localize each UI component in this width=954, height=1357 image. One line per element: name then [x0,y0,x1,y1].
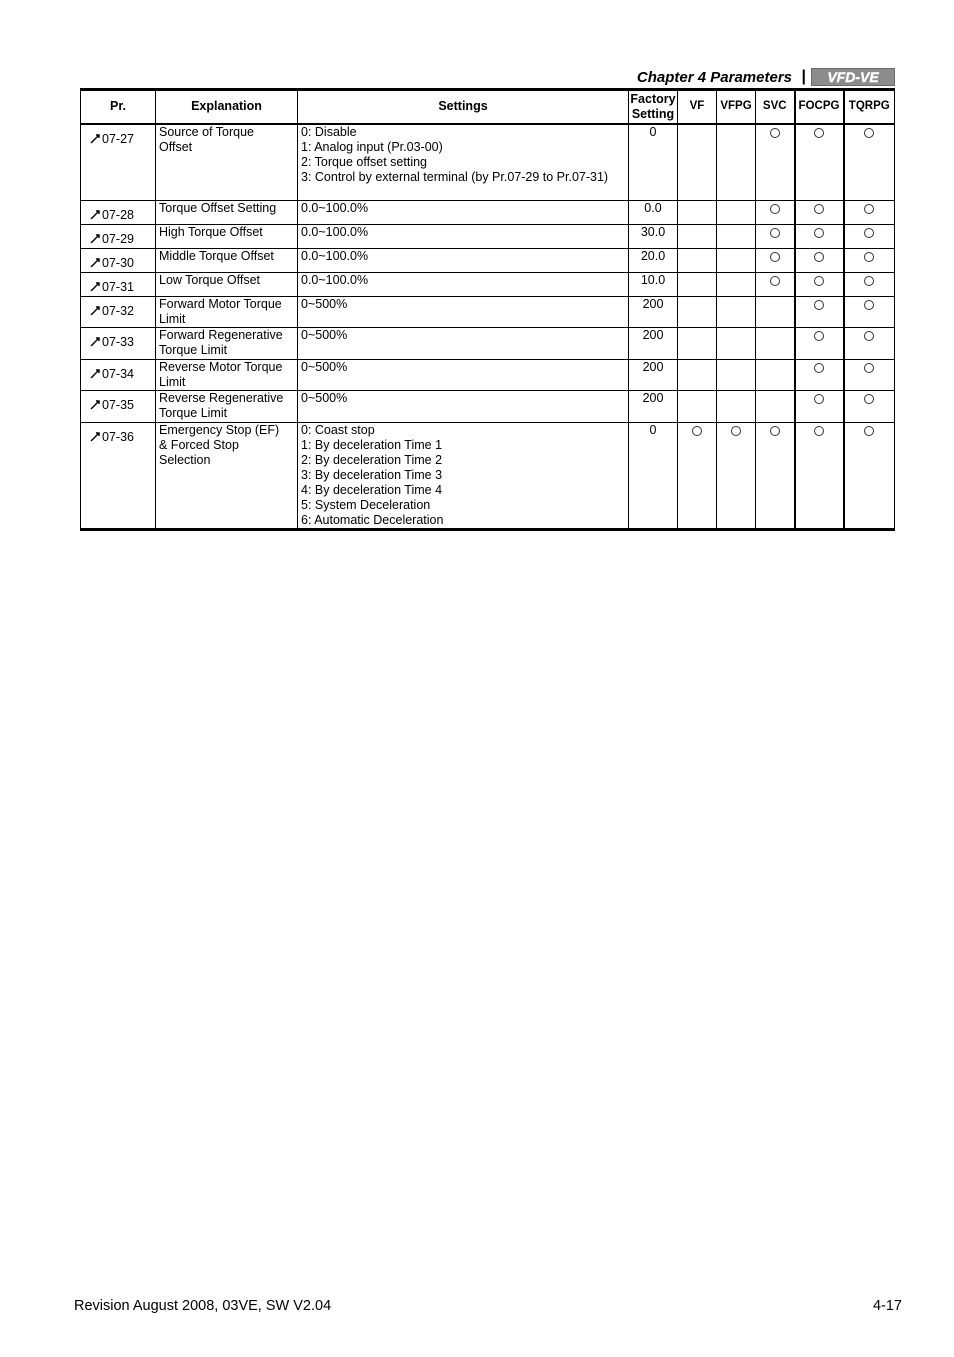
factory-header-line1: Factory [630,91,676,106]
table-row [81,391,895,423]
mode-supported-circle-icon [814,204,824,214]
mode-vfpg-cell [717,360,756,391]
param-code [81,201,156,225]
settings-line: 0: Disable [301,124,357,139]
explanation-line: Forward Regenerative [159,328,283,342]
settings-line: 0: Coast stop [301,423,375,437]
factory-setting: 0.0 [629,201,678,225]
mode-vfpg-cell [717,249,756,273]
table-body [81,124,895,530]
mode-supported-circle-icon [864,204,874,214]
explanation-line: Limit [159,312,186,326]
param-settings [298,360,629,391]
explanation-line: Torque Limit [159,406,228,420]
chapter-title: Chapter 4 Parameters [636,69,792,86]
settings-line: 0~500% [301,328,348,342]
settings-line: 0.0~100.0% [301,225,369,239]
pen-icon [90,368,101,379]
mode-supported-circle-icon [864,363,874,373]
mode-vfpg-cell [717,124,756,201]
param-explanation [156,328,298,360]
mode-supported-circle-icon [770,426,780,436]
mode-svc-cell [756,225,795,249]
explanation-line: Source of Torque [159,124,254,139]
table-row [81,201,895,225]
mode-tqrpg-cell [844,423,895,530]
param-explanation [156,249,298,273]
mode-supported-circle-icon [770,228,780,238]
param-settings [298,124,629,201]
factory-setting: 0 [629,124,678,201]
param-explanation [156,297,298,328]
mode-vf-cell [678,328,717,360]
mode-supported-circle-icon [864,228,874,238]
explanation-line: Torque Offset Setting [159,201,277,215]
explanation-line: Middle Torque Offset [159,249,274,263]
param-explanation [156,124,298,201]
mode-tqrpg-cell [844,249,895,273]
pen-icon [90,336,101,347]
mode-focpg-cell [795,360,844,391]
mode-vf-cell [678,273,717,297]
mode-supported-circle-icon [770,252,780,262]
mode-tqrpg-cell [844,124,895,201]
mode-svc-cell [756,391,795,423]
mode-vfpg-cell [717,225,756,249]
col-header-pr: Pr. [81,90,156,124]
param-code [81,249,156,273]
param-code [81,297,156,328]
param-code-text: 07-30 [102,256,134,270]
pen-icon [90,281,101,292]
col-header-vfpg: VFPG [717,90,756,124]
mode-supported-circle-icon [770,276,780,286]
settings-line: 3: Control by external terminal (by Pr.07-29 to Pr.07-31) [301,169,609,184]
mode-svc-cell [756,201,795,225]
pen-icon [90,209,101,220]
mode-tqrpg-cell [844,328,895,360]
table-row [81,225,895,249]
mode-svc-cell [756,328,795,360]
mode-supported-circle-icon [814,252,824,262]
col-header-svc: SVC [756,90,795,124]
mode-vf-cell [678,225,717,249]
table-row [81,297,895,328]
mode-supported-circle-icon [770,128,780,138]
param-code-text: 07-35 [102,398,134,412]
param-code-text: 07-36 [102,430,134,444]
explanation-line: Torque Limit [159,343,228,357]
mode-focpg-cell [795,201,844,225]
mode-supported-circle-icon [814,128,824,138]
param-code-text: 07-32 [102,304,134,318]
mode-focpg-cell [795,328,844,360]
param-code-text: 07-34 [102,367,134,381]
explanation-line: Emergency Stop (EF) [159,423,280,437]
mode-supported-circle-icon [864,300,874,310]
table-header-row [81,90,895,124]
mode-vfpg-cell [717,297,756,328]
page-header [80,66,895,88]
param-settings [298,297,629,328]
mode-focpg-cell [795,391,844,423]
mode-focpg-cell [795,273,844,297]
param-explanation [156,423,298,530]
mode-tqrpg-cell [844,201,895,225]
mode-tqrpg-cell [844,360,895,391]
table-row [81,423,895,530]
param-code-text: 07-28 [102,208,134,222]
mode-svc-cell [756,273,795,297]
settings-line: 0.0~100.0% [301,201,369,215]
mode-supported-circle-icon [864,331,874,341]
explanation-line: Low Torque Offset [159,273,260,287]
mode-tqrpg-cell [844,297,895,328]
mode-vf-cell [678,201,717,225]
logo-text: VFD-VE [827,69,879,85]
settings-line: 2: Torque offset setting [301,154,428,169]
mode-supported-circle-icon [864,276,874,286]
settings-line: 1: Analog input (Pr.03-00) [301,139,443,154]
settings-line: 0~500% [301,391,348,405]
param-code [81,423,156,530]
param-settings [298,201,629,225]
mode-supported-circle-icon [814,300,824,310]
table-row [81,124,895,201]
mode-svc-cell [756,249,795,273]
mode-supported-circle-icon [814,228,824,238]
col-header-settings: Settings [298,90,629,124]
param-code [81,124,156,201]
pen-icon [90,399,101,410]
mode-tqrpg-cell [844,225,895,249]
param-code-text: 07-33 [102,335,134,349]
mode-supported-circle-icon [770,204,780,214]
param-code [81,273,156,297]
header-separator: | [801,68,806,85]
pen-icon [90,233,101,244]
settings-line: 0~500% [301,360,348,374]
param-settings [298,225,629,249]
mode-vf-cell [678,124,717,201]
footer-page-number: 4-17 [872,1298,902,1314]
param-code-text: 07-29 [102,232,134,246]
mode-svc-cell [756,423,795,530]
param-code [81,391,156,423]
mode-supported-circle-icon [814,363,824,373]
explanation-line: High Torque Offset [159,225,263,239]
param-explanation [156,391,298,423]
footer-revision: Revision August 2008, 03VE, SW V2.04 [74,1298,332,1314]
mode-vfpg-cell [717,201,756,225]
mode-svc-cell [756,297,795,328]
mode-vf-cell [678,423,717,530]
mode-tqrpg-cell [844,273,895,297]
explanation-line: Reverse Regenerative [159,391,284,405]
settings-line: 4: By deceleration Time 4 [301,483,443,497]
mode-supported-circle-icon [814,276,824,286]
mode-vf-cell [678,391,717,423]
explanation-line: Forward Motor Torque [159,297,282,311]
mode-supported-circle-icon [814,426,824,436]
table-row [81,360,895,391]
explanation-line: & Forced Stop [159,438,239,452]
param-code [81,328,156,360]
mode-vfpg-cell [717,328,756,360]
mode-supported-circle-icon [864,426,874,436]
param-explanation [156,273,298,297]
mode-vf-cell [678,249,717,273]
settings-line: 0.0~100.0% [301,273,369,287]
mode-supported-circle-icon [731,426,741,436]
pen-icon [90,305,101,316]
col-header-focpg: FOCPG [795,90,844,124]
param-code-text: 07-27 [102,131,134,146]
settings-line: 3: By deceleration Time 3 [301,468,443,482]
mode-vf-cell [678,297,717,328]
factory-setting: 10.0 [629,273,678,297]
param-explanation [156,360,298,391]
settings-line: 1: By deceleration Time 1 [301,438,443,452]
explanation-line: Limit [159,375,186,389]
col-header-explanation: Explanation [156,90,298,124]
param-code [81,360,156,391]
mode-svc-cell [756,124,795,201]
settings-line: 6: Automatic Deceleration [301,513,444,527]
table-row [81,328,895,360]
table-row [81,249,895,273]
mode-tqrpg-cell [844,391,895,423]
explanation-line: Offset [159,139,193,154]
settings-line: 0.0~100.0% [301,249,369,263]
mode-supported-circle-icon [864,128,874,138]
explanation-line: Reverse Motor Torque [159,360,283,374]
param-explanation [156,201,298,225]
table-row [81,273,895,297]
settings-line: 0~500% [301,297,348,311]
explanation-line: Selection [159,453,211,467]
mode-supported-circle-icon [814,331,824,341]
col-header-vf: VF [678,90,717,124]
factory-setting: 200 [629,297,678,328]
pen-icon [90,431,101,442]
mode-supported-circle-icon [864,252,874,262]
mode-supported-circle-icon [814,394,824,404]
param-code [81,225,156,249]
settings-line: 5: System Deceleration [301,498,431,512]
mode-supported-circle-icon [864,394,874,404]
mode-focpg-cell [795,249,844,273]
pen-icon [90,133,101,144]
col-header-factory-setting [629,90,678,124]
mode-supported-circle-icon [692,426,702,436]
factory-header-line2: Setting [631,106,675,121]
mode-vfpg-cell [717,391,756,423]
mode-focpg-cell [795,124,844,201]
pen-icon [90,257,101,268]
mode-vfpg-cell [717,423,756,530]
parameter-table [80,88,895,531]
mode-focpg-cell [795,225,844,249]
factory-setting: 200 [629,328,678,360]
col-header-tqrpg: TQRPG [844,90,895,124]
param-explanation [156,225,298,249]
vfd-ve-logo [811,68,895,86]
mode-focpg-cell [795,297,844,328]
mode-vf-cell [678,360,717,391]
mode-svc-cell [756,360,795,391]
mode-focpg-cell [795,423,844,530]
param-settings [298,391,629,423]
param-settings [298,249,629,273]
factory-setting: 0 [629,423,678,530]
factory-setting: 200 [629,360,678,391]
param-settings [298,328,629,360]
param-settings [298,273,629,297]
param-code-text: 07-31 [102,280,134,294]
factory-setting: 200 [629,391,678,423]
mode-vfpg-cell [717,273,756,297]
param-settings [298,423,629,530]
settings-line: 2: By deceleration Time 2 [301,453,443,467]
factory-setting: 30.0 [629,225,678,249]
factory-setting: 20.0 [629,249,678,273]
